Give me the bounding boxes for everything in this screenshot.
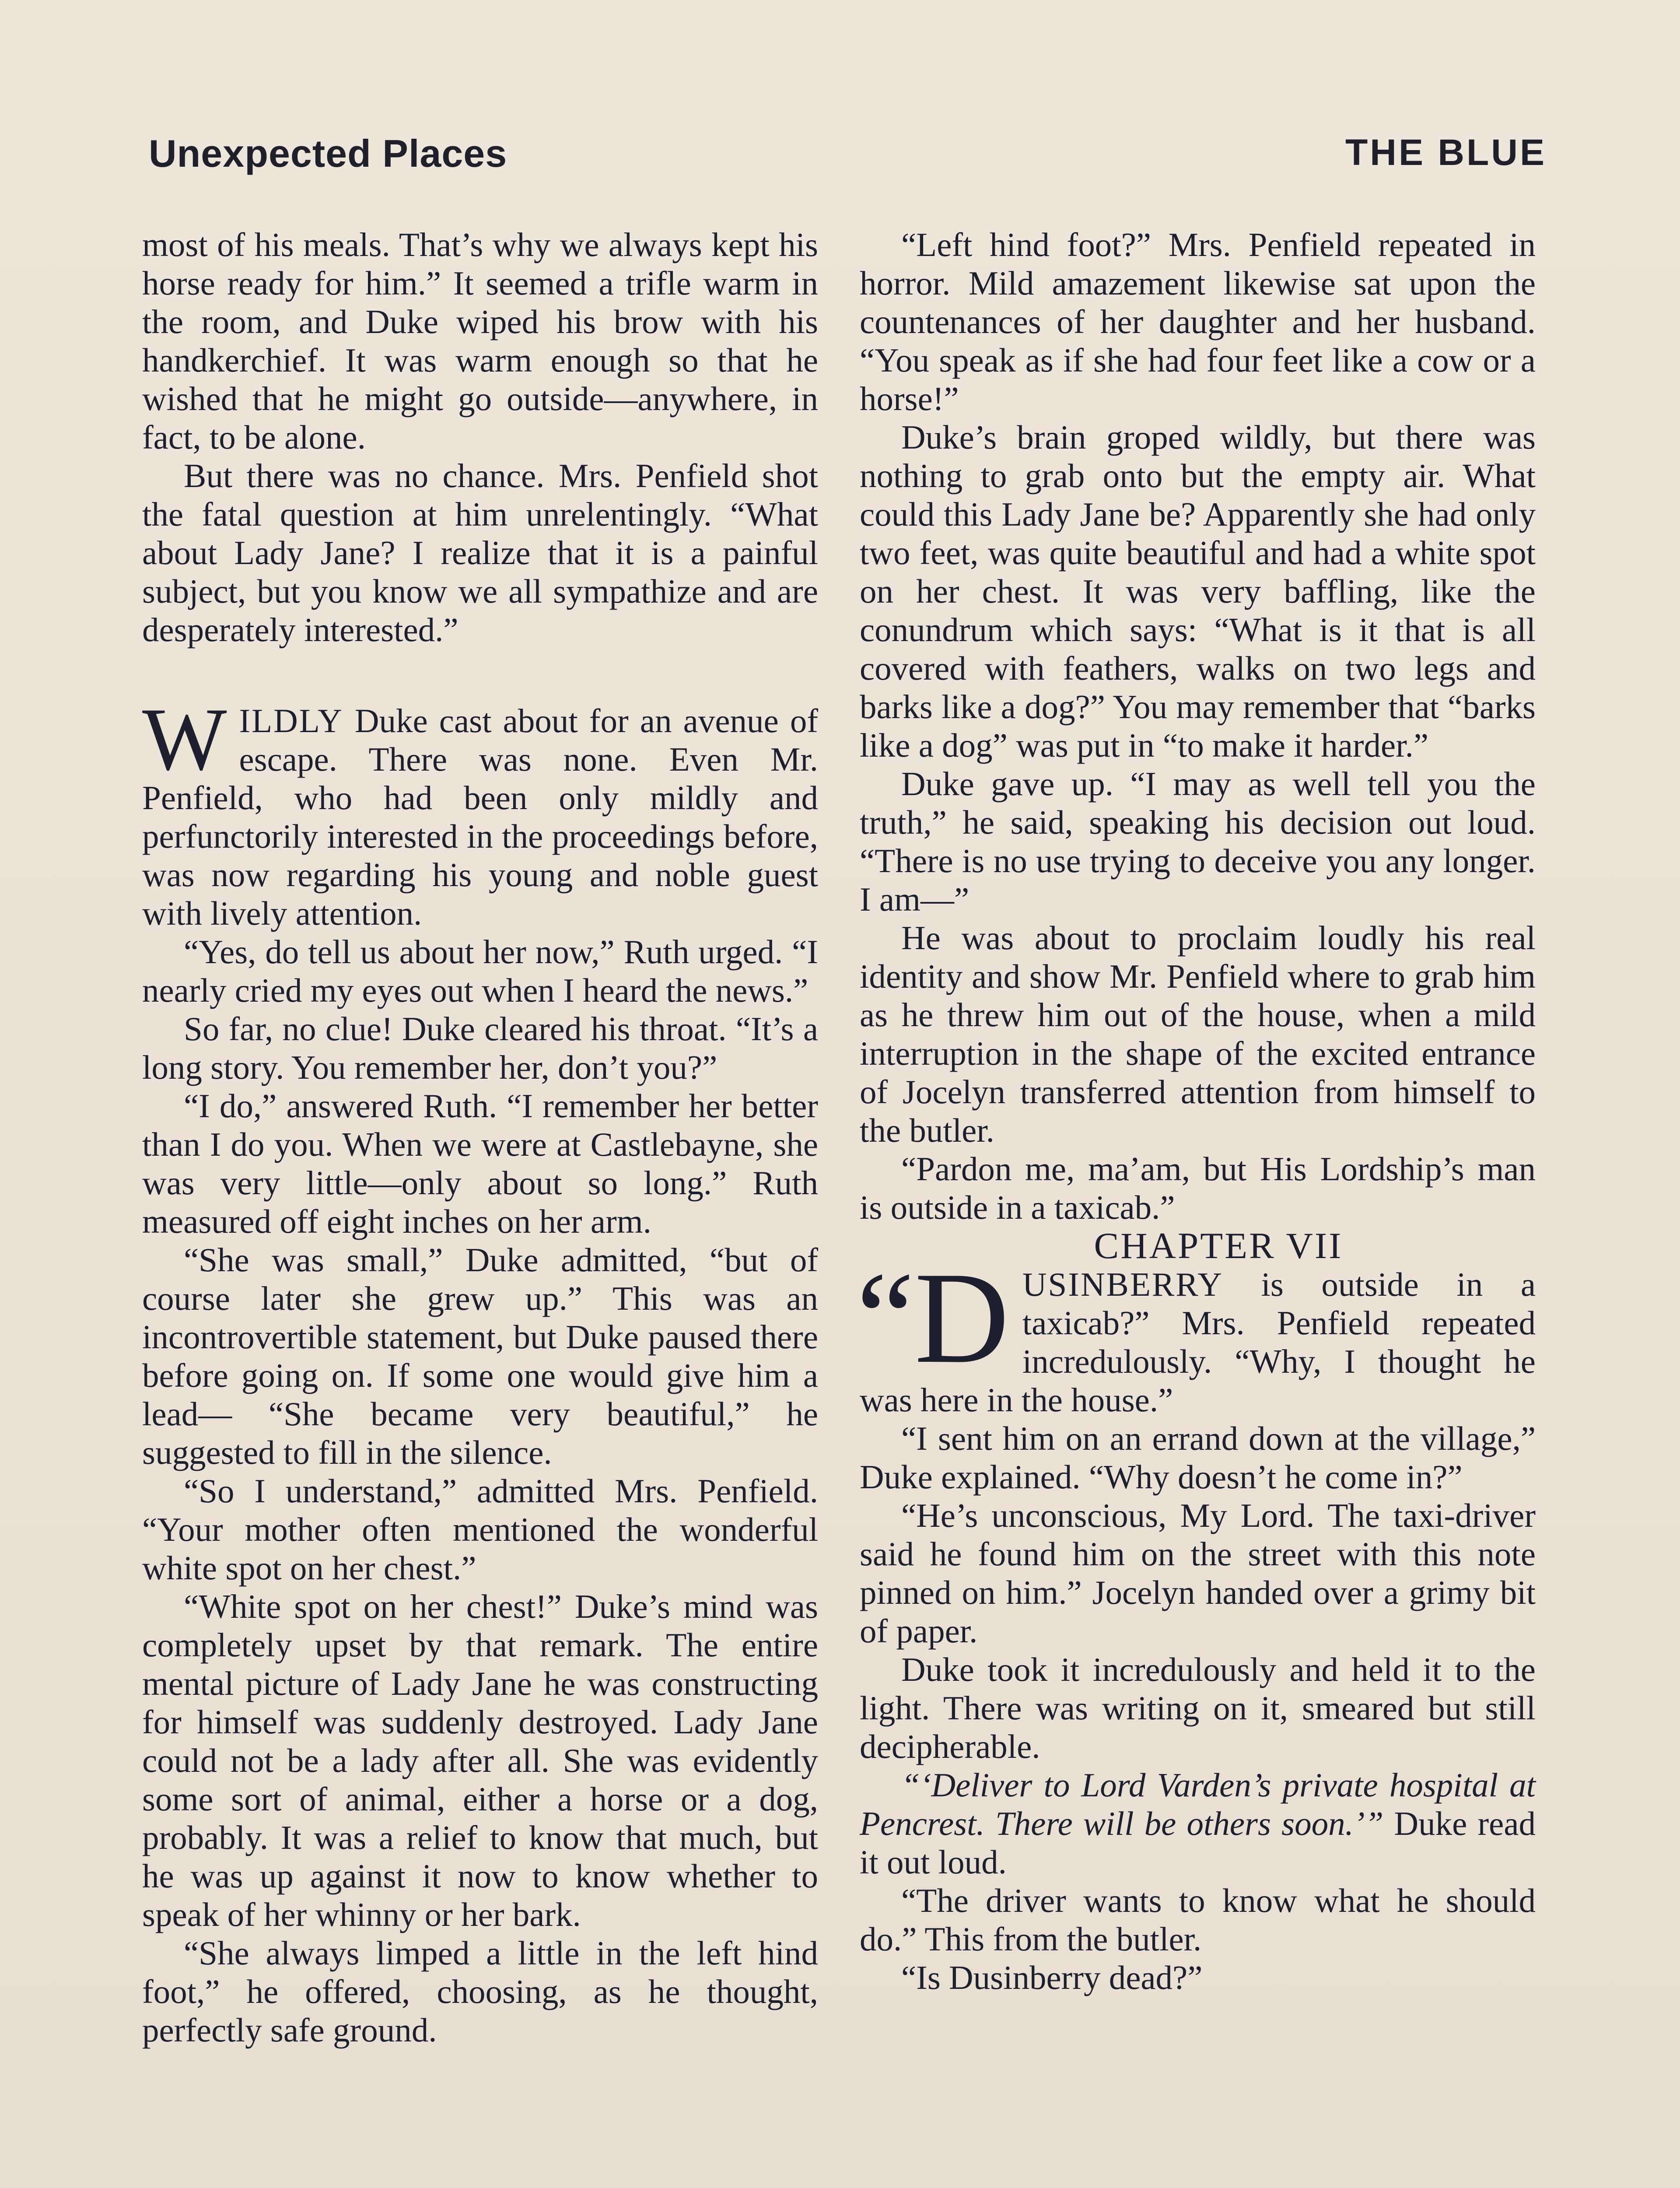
small-caps-text: USINBERRY xyxy=(1022,1266,1223,1303)
paragraph: Duke’s brain groped wildly, but there was nothing to grab onto but the empty air. What could this Lady Jane be? Apparently she had only two feet, was quite beautiful and had a white spot on her chest. It was very baffling, like the conundrum which says: “What is it that is all covered with feathers, walks on two legs and barks like a dog?” You may remember that “barks like a dog” was put in “to make it harder.” xyxy=(860,418,1536,764)
paragraph-dropcap xyxy=(142,690,818,933)
paragraph: “She was small,” Duke admitted, “but of course later she grew up.” This was an incontrovertible statement, but Duke paused there before going on. If some one would give him a lead— “She became very beautiful,” he suggested to fill in the silence. xyxy=(142,1241,818,1471)
paragraph-text: Duke read it out loud. xyxy=(860,1805,1536,1881)
paragraph: “Pardon me, ma’am, but His Lordship’s man is outside in a taxicab.” xyxy=(860,1150,1536,1226)
chapter-heading: CHAPTER VII xyxy=(1094,1225,1343,1266)
paragraph: “Yes, do tell us about her now,” Ruth urged. “I nearly cried my eyes out when I heard the news.” xyxy=(142,933,818,1009)
paragraph xyxy=(860,1766,1536,1881)
paragraph: So far, no clue! Duke cleared his throat. “It’s a long story. You remember her, don’t you?” xyxy=(142,1010,818,1086)
paragraph: “I do,” answered Ruth. “I remember her better than I do you. When we were at Castlebayne, she was very little—only about so long.” Ruth measured off eight inches on her arm. xyxy=(142,1087,818,1240)
paragraph: “He’s unconscious, My Lord. The taxi-driver said he found him on the street with this note pinned on him.” Jocelyn handed over a grimy bit of paper. xyxy=(860,1497,1536,1650)
note-text: “‘Deliver to Lord Varden’s private hospital at Pencrest. There will be others soon.’” xyxy=(860,1766,1536,1842)
paragraph-text: is outside in a taxicab?” Mrs. Penfield repeated incredulously. “Why, I thought he was here in the house.” xyxy=(860,1266,1536,1419)
paragraph: “She always limped a little in the left hind foot,” he offered, choosing, as he thought, perfectly safe ground. xyxy=(142,1934,818,2049)
left-column xyxy=(142,225,818,2049)
drop-cap: W xyxy=(142,690,227,789)
right-column xyxy=(856,225,1536,1997)
paragraph: “White spot on her chest!” Duke’s mind was completely upset by that remark. The entire mental picture of Lady Jane he was constructing for himself was suddenly destroyed. Lady Jane could not be a lady after all. She was evidently some sort of animal, either a horse or a dog, probably. It was a relief to know that much, but he was up against it now to know whether to speak of her whinny or her bark. xyxy=(142,1588,818,1933)
paragraph: “So I understand,” admitted Mrs. Penfield. “Your mother often mentioned the wonderful white spot on her chest.” xyxy=(142,1472,818,1587)
paragraph: But there was no chance. Mrs. Penfield shot the fatal question at him unrelentingly. “What about Lady Jane? I realize that it is a painful subject, but you know we all sympathize and are desperately interested.” xyxy=(142,457,818,649)
drop-cap xyxy=(856,1245,1009,1390)
paragraph: “I sent him on an errand down at the village,” Duke explained. “Why doesn’t he come in?” xyxy=(860,1420,1536,1496)
section-title: Unexpected Places xyxy=(149,132,508,175)
small-caps-text: ILDLY xyxy=(239,702,343,740)
paragraph: Duke gave up. “I may as well tell you the truth,” he said, speaking his decision out loud. “There is no use trying to deceive you any longer. I am—” xyxy=(860,765,1536,918)
paragraph: most of his meals. That’s why we always kept his horse ready for him.” It seemed a trifle warm in the room, and Duke wiped his brow with his handkerchief. It was warm enough so that he wished that he might go outside—anywhere, in fact, to be alone. xyxy=(142,226,818,456)
paragraph: He was about to proclaim loudly his real identity and show Mr. Penfield where to grab him as he threw him out of the house, when a mild interruption in the shape of the excited entrance of Jocelyn transferred attention from himself to the butler. xyxy=(860,919,1536,1149)
paragraph: Duke took it incredulously and held it to the light. There was writing on it, smeared but still decipherable. xyxy=(860,1651,1536,1765)
paragraph: “The driver wants to know what he should do.” This from the butler. xyxy=(860,1882,1536,1958)
paragraph-text: Duke cast about for an avenue of escape. There was none. Even Mr. Penfield, who had been only mildly and perfunctorily interested in the proceedings before, was now regarding his young and noble guest with lively attention. xyxy=(142,702,818,932)
drop-cap-letter: D xyxy=(914,1245,1009,1390)
paragraph: “Is Dusinberry dead?” xyxy=(901,1959,1203,1996)
magazine-name: THE BLUE xyxy=(1345,132,1547,173)
open-quote: “ xyxy=(856,1245,915,1390)
paragraph: “Left hind foot?” Mrs. Penfield repeated in horror. Mild amazement likewise sat upon the countenances of her daughter and her husband. “You speak as if she had four feet like a cow or a horse!” xyxy=(860,226,1536,417)
